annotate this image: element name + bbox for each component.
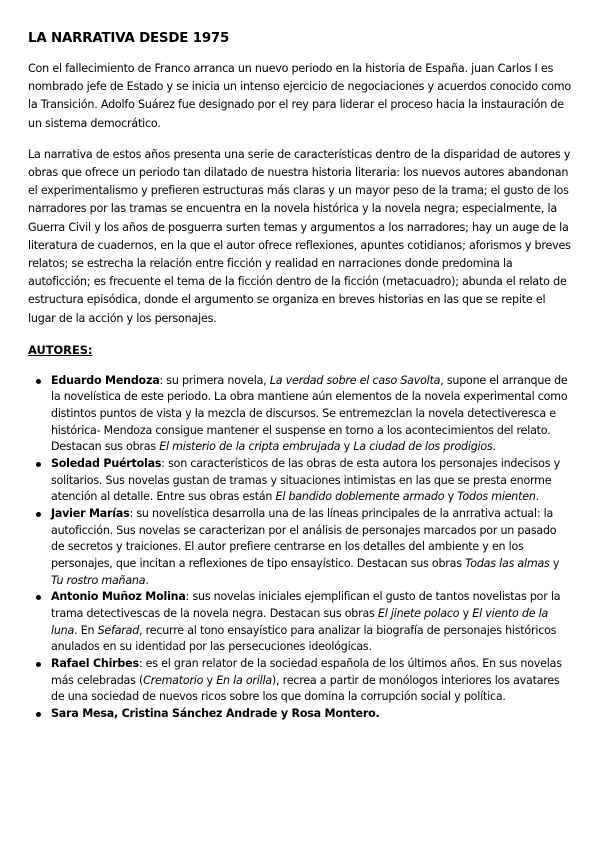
author-text: y bbox=[340, 440, 354, 454]
author-name: Sara Mesa, Cristina Sánchez Andrade y Rosa Montero. bbox=[51, 707, 380, 721]
work-title: Todas las almas bbox=[465, 556, 550, 570]
author-text: , recurre al tono ensayístico para analizar la biografía de personajes históricos anulados en su identidad por las persecuciones ideológicas. bbox=[51, 623, 557, 654]
authors-heading: AUTORES: bbox=[28, 342, 93, 357]
page-title: LA NARRATIVA DESDE 1975 bbox=[28, 31, 230, 46]
author-name: Javier Marías bbox=[51, 507, 130, 521]
work-title: El viento de la luna bbox=[51, 607, 549, 637]
author-item-chirbes bbox=[51, 656, 572, 706]
author-text: y bbox=[444, 490, 458, 504]
author-name: Antonio Muñoz Molina bbox=[51, 590, 186, 604]
authors-list bbox=[28, 373, 572, 723]
work-title: En la orilla bbox=[216, 673, 272, 687]
author-name: Soledad Puértolas bbox=[51, 457, 162, 471]
author-item-others bbox=[51, 706, 572, 723]
author-text: : su primera novela, bbox=[159, 373, 270, 387]
work-title: La ciudad de los prodigios bbox=[353, 440, 493, 454]
author-name: Eduardo Mendoza bbox=[51, 373, 160, 387]
author-item-puertolas bbox=[51, 456, 572, 506]
author-text: . bbox=[145, 573, 149, 587]
work-title: Tu rostro mañana bbox=[51, 573, 146, 587]
author-text: , supone el arranque de la novelística de este periodo. La obra mantiene aún elementos de la novela experimental como distintos puntos de vista y la mezcla de discursos. Se entremezclan la novela detectiveresca e histórica- Mendoza consigue mantener el suspense en torno a los acontecimientos del relato. Destacan sus obras bbox=[51, 373, 568, 454]
intro-paragraph: Con el fallecimiento de Franco arranca un nuevo periodo en la historia de España. juan Carlos I es nombrado jefe de Estado y se inicia un intenso ejercicio de negociaciones y acuerdos conocido como la Transición. Adolfo Suárez fue designado por el rey para liderar el proceso hacia la instauración de un sistema democrático. bbox=[28, 62, 571, 130]
work-title: Todos mienten bbox=[457, 490, 536, 504]
characteristics-paragraph: La narrativa de estos años presenta una serie de características dentro de la disparidad de autores y obras que ofrece un periodo tan dilatado de nuestra historia literaria: los nuevos autores abandonan el experimentalismo y prefieren estructuras más claras y un mayor peso de la trama; el gusto de los narradores por las tramas se encuentra en la novela histórica y la novela negra; especialmente, la Guerra Civil y los años de posguerra surten temas y argumentos a los narradores; hay un auge de la literatura de cuadernos, en la que el autor ofrece reflexiones, apuntes cotidianos; aforismos y breves relatos; se estrecha la relación entre ficción y realidad en narraciones donde predomina la autoficción; es frecuente el tema de la ficción dentro de la ficción (metacuadro); abunda el relato de estructura episódica, donde el argumento se organiza en breves historias en las que se repite el lugar de la acción y los personajes. bbox=[28, 147, 571, 325]
work-title: El bandido doblemente armado bbox=[275, 490, 445, 504]
author-text: : son característicos de las obras de esta autora los personajes indecisos y solitarios. Sus novelas gustan de tramas y situaciones intimistas en las que se presta enorme atención al detalle. Entre sus obras están bbox=[51, 457, 560, 504]
author-text: y bbox=[549, 556, 560, 570]
author-text: . bbox=[535, 490, 539, 504]
author-text: . bbox=[492, 440, 496, 454]
work-title: Sefarad bbox=[97, 623, 140, 637]
author-text: y bbox=[459, 607, 473, 621]
work-title: La verdad sobre el caso Savolta bbox=[269, 373, 441, 387]
author-text: . En bbox=[74, 623, 98, 637]
author-name: Rafael Chirbes bbox=[51, 657, 139, 671]
author-text: : su novelística desarrolla una de las líneas principales de la anrrativa actual: la autoficción. Sus novelas se caracterizan por el análisis de personajes marcados por un pasado de secretos y traiciones. El autor prefiere centrarse en los detalles del ambiente y en los personajes, que incitan a reflexiones de tipo ensayístico. Destacan sus obras bbox=[51, 507, 557, 570]
author-item-munoz-molina bbox=[51, 589, 572, 655]
author-item-marias bbox=[51, 506, 572, 589]
work-title: El misterio de la cripta embrujada bbox=[159, 440, 341, 454]
author-text: y bbox=[203, 673, 217, 687]
work-title: Crematorio bbox=[143, 673, 204, 687]
work-title: El jinete polaco bbox=[377, 607, 460, 621]
author-text: : sus novelas iniciales ejemplifican el gusto de tantos novelistas por la trama detectivescas de la novela negra. Destacan sus obras bbox=[51, 590, 561, 621]
author-text: : es el gran relator de la sociedad española de los últimos años. En sus novelas más celebradas ( bbox=[51, 657, 562, 687]
author-text: ), recrea a partir de monólogos interiores los avatares de una sociedad de nuevos ricos sobre los que domina la corrupción social y política. bbox=[51, 673, 560, 704]
author-item-mendoza bbox=[51, 373, 572, 456]
